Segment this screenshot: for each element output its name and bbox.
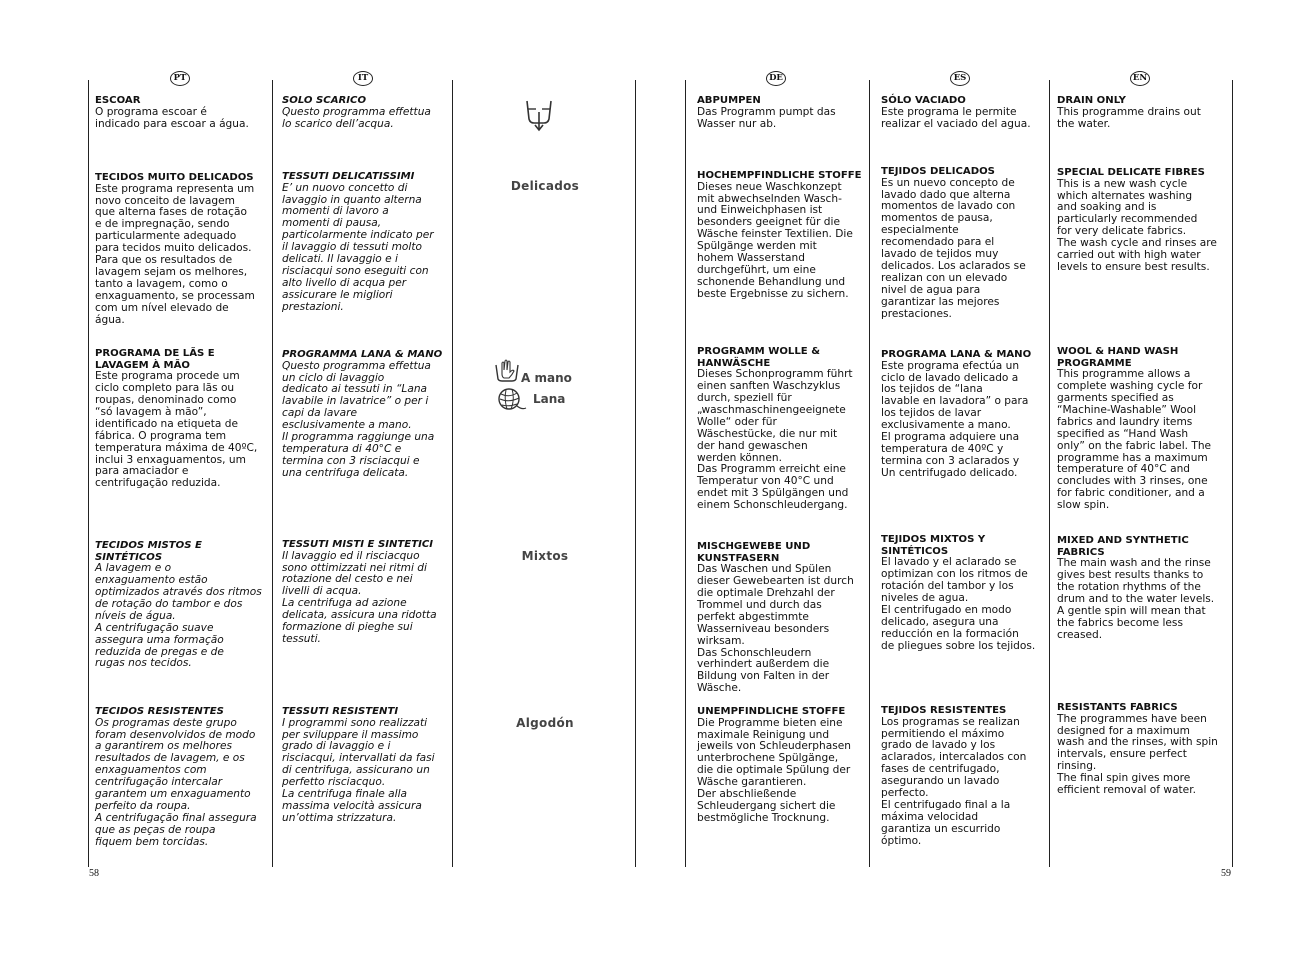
label-lana: Lana bbox=[533, 392, 566, 406]
page-number-left: 58 bbox=[89, 868, 99, 879]
label-a-mano: A mano bbox=[521, 371, 572, 385]
label-delicados: Delicados bbox=[510, 179, 580, 193]
section-title: UNEMPFINDLICHE STOFFE bbox=[697, 706, 846, 717]
section-body: Questo programma effettua un ciclo di lavaggio dedicato ai tessuti in “Lana lavabile in lavatrice” o per i capi da lavare esclusivamente a mano. Il programma raggiunge una temperatura di 40°C e termina con 3 risciacqui e una centrifuga delicata. bbox=[282, 359, 435, 479]
section-body: The programmes have been designed for a maximum wash and the rinses, with spin intervals, ensure perfect rinsing. The final spin gives more efficient removal of water. bbox=[1057, 712, 1218, 797]
language-badge-de: DE bbox=[766, 71, 786, 86]
section-title: PROGRAMM WOLLE & HANWÄSCHE bbox=[697, 346, 821, 369]
section-title: TESSUTI RESISTENTI bbox=[282, 706, 399, 717]
column-divider bbox=[1049, 80, 1050, 867]
section-title: TECIDOS MISTOS E SINTÉTICOS bbox=[95, 540, 202, 563]
section-body: Os programas deste grupo foram desenvolvidos de modo a garantirem os melhores resultados de lavagem, e os enxaguamentos com centrifugação intercalar garantem um enxaguamento perfeito da roupa. A centrifugação final assegura que as peças de roupa fiquem bem torcidas. bbox=[95, 716, 257, 848]
section-delicate bbox=[1057, 167, 1230, 274]
section-wool bbox=[95, 348, 270, 490]
section-body: Das Programm pumpt das Wasser nur ab. bbox=[697, 105, 836, 130]
section-resistant bbox=[697, 706, 867, 825]
section-wool bbox=[1057, 346, 1230, 512]
column-divider bbox=[635, 80, 636, 867]
section-drain bbox=[697, 95, 867, 130]
section-resistant bbox=[95, 706, 270, 849]
page-number-right: 59 bbox=[1221, 868, 1231, 879]
section-delicate bbox=[697, 170, 867, 301]
section-title: RESISTANTS FABRICS bbox=[1057, 702, 1178, 713]
section-body: E’ un nuovo concetto di lavaggio in quanto alterna momenti di lavoro a momenti di pausa, particolarmente indicato per il lavaggio di tessuti molto delicati. Il lavaggio e i risciacqui sono eseguiti con alto livello di acqua per assicurare le migliori prestazioni. bbox=[282, 181, 434, 313]
section-title: TECIDOS RESISTENTES bbox=[95, 706, 224, 717]
section-title: SPECIAL DELICATE FIBRES bbox=[1057, 167, 1205, 178]
language-badge-es: ES bbox=[950, 71, 970, 86]
section-body: Este programa procede um ciclo completo para lãs ou roupas, denominado como “só lavagem à mão”, identificado na etiqueta de fábrica. O programa tem temperatura máxima de 40ºC, inclui 3 enxaguamentos, um para amaciador e centrifugação reduzida. bbox=[95, 370, 258, 490]
section-body: Es un nuevo concepto de lavado dado que alterna momentos de lavado con momentos de pausa, especialmente recomendado para el lavado de tejidos muy delicados. Los aclarados se realizan con un elevado nivel de agua para garantizar las mejores prestaciones. bbox=[881, 176, 1026, 320]
section-body: El lavado y el aclarado se optimizan con los ritmos de rotación del tambor y los niveles de agua. El centrifugado en modo delicado, asegura una reducción en la formación de pliegues sobre los tejidos. bbox=[881, 556, 1036, 652]
section-body: Este programa le permite realizar el vaciado del agua. bbox=[881, 105, 1031, 130]
section-wool bbox=[282, 349, 450, 480]
section-body: The main wash and the rinse gives best results thanks to the rotation rhythms of the drum and to the water levels. A gentle spin will mean that the fabrics become less creased. bbox=[1057, 557, 1215, 641]
section-wool bbox=[697, 346, 867, 512]
wool-ball-symbol-icon bbox=[497, 386, 527, 414]
section-title: TECIDOS MUITO DELICADOS bbox=[95, 172, 254, 183]
language-badge-pt: PT bbox=[170, 71, 190, 86]
section-body: Los programas se realizan permitiendo el máximo grado de lavado y los aclarados, intercalados con fases de centrifugado, asegurando un lavado perfecto. El centrifugado final a la máxima velocidad garantiza un escurrido óptimo. bbox=[881, 715, 1027, 847]
section-title: MISCHGEWEBE UND KUNSTFASERN bbox=[697, 541, 811, 564]
label-mixtos: Mixtos bbox=[521, 549, 569, 563]
section-title: ESCOAR bbox=[95, 95, 141, 106]
section-delicate bbox=[282, 171, 450, 314]
section-body: Das Waschen und Spülen dieser Gewebearten ist durch die optimale Drehzahl der Trommel und durch das perfekt abgestimmte Wasserniveau besonders wirksam. Das Schonschleudern verhindert außerdem die Bildung von Falten in der Wäsche. bbox=[697, 563, 854, 695]
label-algodon: Algodón bbox=[516, 716, 574, 730]
section-body: Este programa efectúa un ciclo de lavado delicado a los tejidos de “lana lavable en lavadora” o para los tejidos de lavar exclusivamente a mano. El programa adquiere una temperatura de 40ºC y termina con 3 aclarados y Un centrifugado delicado. bbox=[881, 359, 1029, 479]
column-divider bbox=[272, 80, 273, 867]
section-body: A lavagem e o enxaguamento estão optimizados através dos ritmos de rotação do tambor e dos níveis de água. A centrifugação suave assegura uma formação reduzida de pregas e de rugas nos tecidos. bbox=[95, 562, 262, 670]
section-title: TEJIDOS RESISTENTES bbox=[881, 705, 1007, 716]
column-divider bbox=[869, 80, 870, 867]
section-mixed bbox=[282, 539, 450, 646]
section-resistant bbox=[1057, 702, 1230, 797]
hand-wash-symbol-icon bbox=[494, 357, 520, 383]
section-title: ABPUMPEN bbox=[697, 95, 761, 106]
section-mixed bbox=[95, 540, 270, 670]
section-title: PROGRAMMA LANA & MANO bbox=[282, 349, 443, 360]
section-title: PROGRAMA LANA & MANO bbox=[881, 349, 1032, 360]
section-title: SÓLO VACIADO bbox=[881, 95, 966, 106]
section-body: Die Programme bieten eine maximale Reinigung und jeweils von Schleuderphasen unterbrochene Spülgänge, die die optimale Spülung der Wäsche garantieren. Der abschließende Schleudergang sichert die bestmögliche Trocknung. bbox=[697, 716, 851, 824]
section-body: Este programa representa um novo conceito de lavagem que alterna fases de rotação e de impregnação, sendo particularmente adequado para tecidos muito delicados. Para que os resultados de lavagem sejam os melhores, tanto a lavagem, como o enxaguamento, se processam com um nível elevado de água. bbox=[95, 182, 255, 326]
section-title: MIXED AND SYNTHETIC FABRICS bbox=[1057, 535, 1189, 558]
section-title: TEJIDOS MIXTOS Y SINTÉTICOS bbox=[881, 534, 986, 557]
section-delicate bbox=[881, 166, 1047, 320]
section-drain bbox=[95, 95, 270, 130]
column-divider bbox=[452, 80, 453, 867]
section-drain bbox=[881, 95, 1047, 130]
section-body: Questo programma effettua lo scarico dell’acqua. bbox=[282, 105, 431, 130]
language-badge-en: EN bbox=[1130, 71, 1150, 86]
column-divider bbox=[1232, 80, 1233, 867]
column-divider bbox=[685, 80, 686, 867]
language-badge-it: IT bbox=[353, 71, 373, 86]
section-title: DRAIN ONLY bbox=[1057, 95, 1126, 106]
section-body: This programme allows a complete washing cycle for garments specified as “Machine-Washable” Wool fabrics and laundry items specified as “Hand Wash only” on the fabric label. The programme has a maximum temperature of 40°C and concludes with 3 rinses, one for fabric conditioner, and a slow spin. bbox=[1057, 368, 1212, 512]
section-body: Dieses Schonprogramm führt einen sanften Waschzyklus durch, speziell für „waschmaschinengeeignete Wolle“ oder für Wäschestücke, die nur mit der hand gewaschen werden können. Das Programm erreicht eine Temperatur von 40°C und endet mit 3 Spülgängen und einem Schonschleudergang. bbox=[697, 368, 853, 512]
section-body: This programme drains out the water. bbox=[1057, 105, 1201, 130]
section-mixed bbox=[881, 534, 1047, 652]
section-body: Il lavaggio ed il risciacquo sono ottimizzati nei ritmi di rotazione del cesto e nei livelli di acqua. La centrifuga ad azione delicata, assicura una ridotta formazione di pieghe sui tessuti. bbox=[282, 549, 437, 645]
section-title: TESSUTI MISTI E SINTETICI bbox=[282, 539, 434, 550]
section-delicate bbox=[95, 172, 270, 326]
section-resistant bbox=[282, 706, 450, 825]
drain-symbol-icon bbox=[524, 98, 554, 132]
section-title: PROGRAMA DE LÃS E LAVAGEM À MÃO bbox=[95, 348, 215, 371]
section-title: TEJIDOS DELICADOS bbox=[881, 166, 995, 177]
section-title: TESSUTI DELICATISSIMI bbox=[282, 171, 415, 182]
section-title: HOCHEMPFINDLICHE STOFFE bbox=[697, 170, 862, 181]
section-body: I programmi sono realizzati per sviluppare il massimo grado di lavaggio e i risciacqui, intervallati da fasi di centrifuga, assicurano un perfetto risciacquo. La centrifuga finale alla massima velocità assicura un’ottima strizzatura. bbox=[282, 716, 435, 824]
section-mixed bbox=[697, 541, 867, 695]
section-body: O programa escoar é indicado para escoar a água. bbox=[95, 105, 249, 130]
section-title: SOLO SCARICO bbox=[282, 95, 367, 106]
section-body: This is a new wash cycle which alternates washing and soaking and is particularly recommended for very delicate fabrics. The wash cycle and rinses are carried out with high water levels to ensure best results. bbox=[1057, 177, 1217, 273]
section-mixed bbox=[1057, 535, 1230, 642]
column-divider bbox=[88, 80, 89, 867]
section-drain bbox=[1057, 95, 1230, 130]
section-resistant bbox=[881, 705, 1047, 848]
section-body: Dieses neue Waschkonzept mit abwechselnden Wasch- und Einweichphasen ist besonders geeignet für die Wäsche feinster Textilien. Die Spülgänge werden mit hohem Wasserstand durchgeführt, um eine schonende Behandlung und beste Ergebnisse zu sichern. bbox=[697, 180, 853, 300]
section-title: WOOL & HAND WASH PROGRAMME bbox=[1057, 346, 1179, 369]
section-wool bbox=[881, 349, 1047, 480]
section-drain bbox=[282, 95, 450, 130]
